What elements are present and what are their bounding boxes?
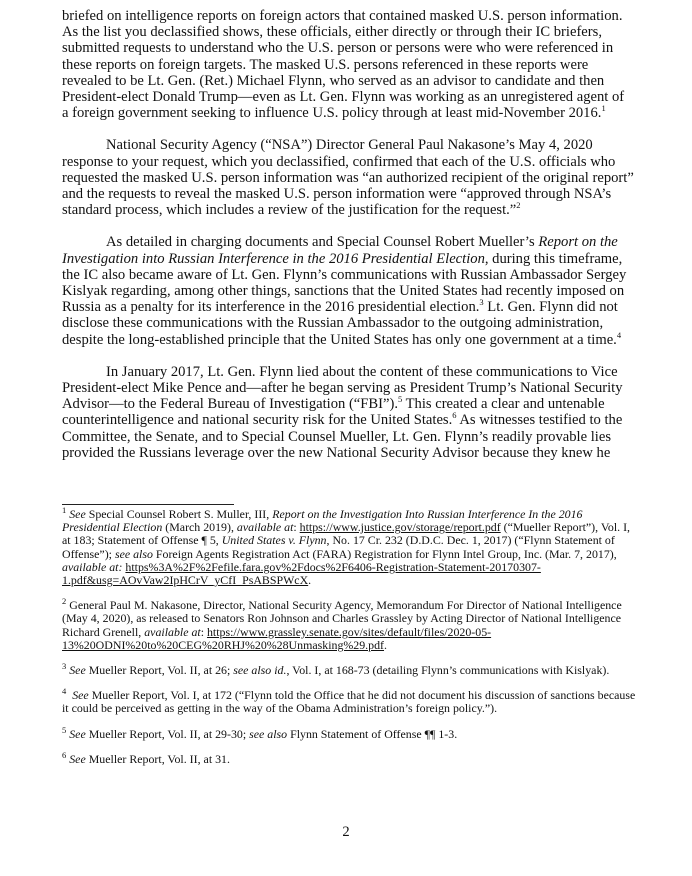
paragraph: National Security Agency (“NSA”) Director General Paul Nakasone’s May 4, 2020 response to your request, which you declassified, confirmed that each of the U.S. officials who requested the masked U.S. person information was “an authorized recipient of the original report” and the requests to reveal the masked U.S. person information were “approved through NSA’s standard process, which includes a review of the justification for the request.”$^2$: [62, 137, 634, 219]
footnote-divider: [62, 504, 234, 505]
footnotes: [62, 505, 638, 778]
grassley-link[interactable]: https://www.grassley.senate.gov/sites/default/files/2020-05-13%20ODNI%20to%20CEG%20RHJ%20%28Unmasking%29.pdf: [62, 624, 492, 652]
footnote-ref[interactable]: 4: [616, 329, 622, 340]
paragraph: In January 2017, Lt. Gen. Flynn lied about the content of these communications to Vice President-elect Mike Pence and—after he began serving as President Trump’s National Security Advisor—to the Federal Bureau of Investigation (“FBI”).$^5$ This created a clear and untenable counterintelligence and national security risk for the United States.$^6$ As witnesses testified to the Committee, the Senate, and to Special Counsel Mueller, Lt. Gen. Flynn’s readily provable lies provided the Russians leverage over the new National Security Advisor because they knew he: [62, 363, 623, 461]
footnote: $^3$ See Mueller Report, Vol. II, at 26; see also id., Vol. I, at 168-73 (detailing Flynn’s communications with Kislyak).: [62, 661, 610, 678]
paragraph: As detailed in charging documents and Special Counsel Robert Mueller’s Report on the Investigation into Russian Interference in the 2016 Presidential Election, during this timeframe, the IC also became aware of Lt. Gen. Flynn’s communications with Russian Ambassador Sergey Kislyak regarding, among other things, sanctions that the United States had recently imposed on Russia as a penalty for its interference in the 2016 presidential election.$^3$ Lt. Gen. Flynn did not disclose these communications with the Russian Ambassador to the outgoing administration, despite the long-established principle that the United States has only one government at a time.$^4$: [62, 234, 627, 348]
body-text: [62, 8, 634, 477]
footnote-ref[interactable]: 2: [516, 200, 521, 211]
footnote-ref[interactable]: 1: [601, 103, 606, 114]
footnote: $^4$ See Mueller Report, Vol. I, at 172 (“Flynn told the Office that he did not document his discussion of sanctions because it could be perceived as getting in the way of the Obama Administration’s foreign policy.”).: [62, 686, 636, 716]
footnote-ref[interactable]: 3: [479, 297, 484, 308]
footnote: $^2$ General Paul M. Nakasone, Director, National Security Agency, Memorandum For Director of National Intelligence (May 4, 2020), as released to Senators Ron Johnson and Charles Grassley by Acting Director of National Intelligence Richard Grenell, available at: https://www.grassley.senate.gov/sites/default/files/2020-05-13%20ODNI%20to%20CEG%20RHJ%20%28Unmasking%29.pdf.: [62, 596, 622, 652]
report-link[interactable]: https://www.justice.gov/storage/report.pdf: [299, 520, 501, 535]
paragraph: briefed on intelligence reports on foreign actors that contained masked U.S. person information. As the list you declassified shows, these officials, either directly or through their IC briefers, submitted requests to understand who the U.S. person or persons were who were referenced in these reports on foreign targets. The masked U.S. persons referenced in these reports were revealed to be Lt. Gen. (Ret.) Michael Flynn, who served as an advisor to candidate and then President-elect Donald Trump—even as Lt. Gen. Flynn was working as an unregistered agent of a foreign government seeking to influence U.S. policy through at least mid-November 2016.$^1$: [62, 8, 625, 122]
footnote: $^6$ See Mueller Report, Vol. II, at 31.: [62, 749, 230, 766]
footnote: $^1$ See Special Counsel Robert S. Muller, III, Report on the Investigation Into Russian Interference In the 2016 Presidential Election (March 2019), available at: https://www.justice.gov/storage/report.pdf (“Mueller Report”), Vol. I, at 183; Statement of Offense ¶ 5, United States v. Flynn, No. 17 Cr. 232 (D.D.C. Dec. 1, 2017) (“Flynn Statement of Offense”); see also Foreign Agents Registration Act (FARA) Registration for Flynn Intel Group, Inc. (Mar. 7, 2017), available at: https%3A%2F%2Fefile.fara.gov%2Fdocs%2F6406-Registration-Statement-20170307-1.pdf&usg=AOvVaw2IpHCrV_yCfI_PsABSPWcX.: [62, 505, 631, 588]
footnote-ref[interactable]: 6: [452, 410, 457, 421]
page-number: 2: [342, 824, 350, 840]
footnote: $^5$ See Mueller Report, Vol. II, at 29-30; see also Flynn Statement of Offense ¶¶ 1-3.: [62, 724, 458, 741]
fara-link[interactable]: https%3A%2F%2Fefile.fara.gov%2Fdocs%2F6406-Registration-Statement-20170307-1.pdf&usg=AOvVaw2IpHCrV_yCfI_PsABSPWcX: [62, 559, 541, 588]
footnote-ref[interactable]: 5: [397, 394, 403, 405]
